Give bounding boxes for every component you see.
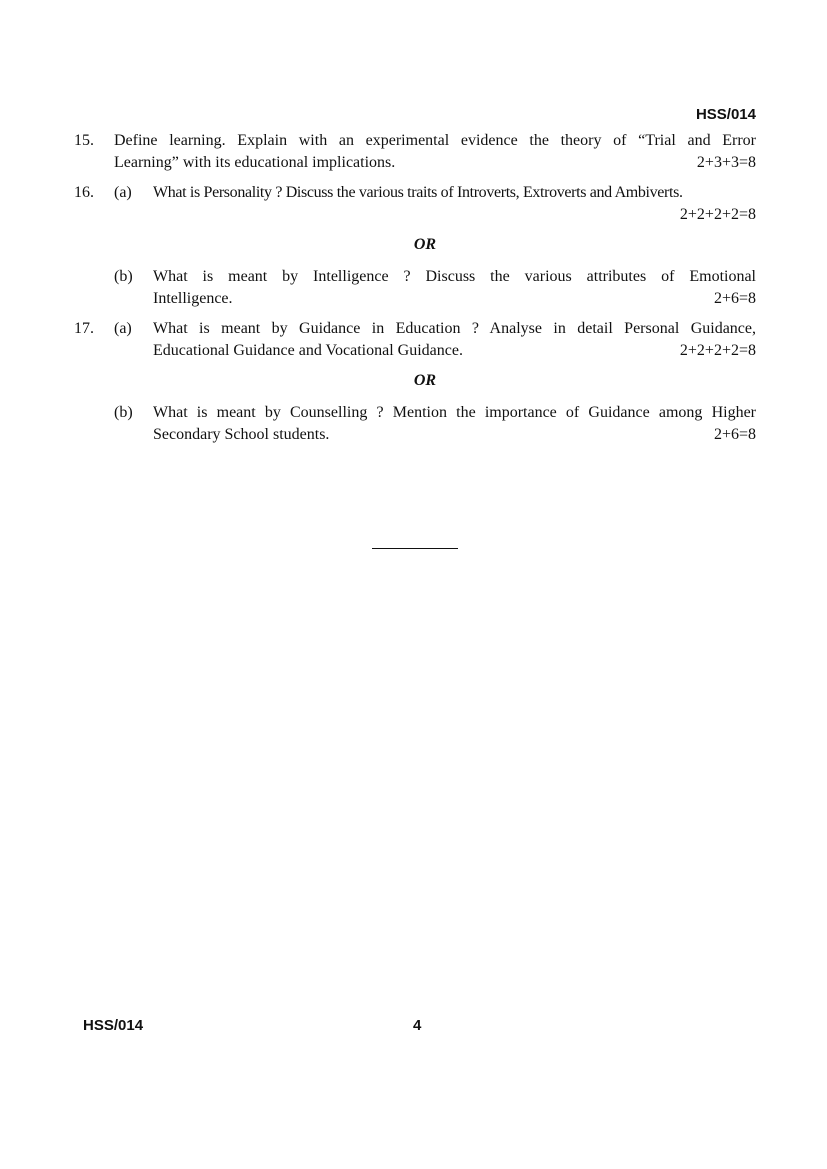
- question-text-line: Define learning. Explain with an experimental evidence the theory of “Trial and Error: [114, 132, 756, 149]
- or-separator: OR: [413, 372, 437, 389]
- question-16b: [74, 266, 756, 310]
- end-of-paper-rule: [372, 548, 458, 549]
- question-text-line: Learning” with its educational implications.: [114, 154, 396, 171]
- paper-code-footer: HSS/014: [83, 1017, 144, 1034]
- question-17b: [74, 402, 756, 446]
- question-text-line: Secondary School students.: [153, 426, 330, 443]
- subquestion-label: (b): [114, 404, 133, 421]
- question-text-line: What is Personality ? Discuss the various traits of Introverts, Extroverts and Ambiverts.: [153, 184, 683, 201]
- page-number: 4: [413, 1017, 422, 1034]
- subquestion-label: (a): [114, 320, 132, 337]
- marks: 2+2+2+2=8: [679, 206, 756, 223]
- or-separator: OR: [413, 236, 437, 253]
- question-15: [74, 130, 756, 174]
- paper-code-header: HSS/014: [695, 106, 756, 123]
- question-text-line: What is meant by Counselling ? Mention the importance of Guidance among Higher: [153, 404, 756, 421]
- question-17: [74, 318, 756, 446]
- question-list: [74, 130, 756, 454]
- marks: 2+3+3=8: [696, 154, 756, 171]
- question-17a: [74, 318, 756, 362]
- subquestion-label: (b): [114, 268, 133, 285]
- marks: 2+6=8: [713, 426, 756, 443]
- question-16a: [74, 182, 756, 226]
- question-text-line: Intelligence.: [153, 290, 233, 307]
- marks: 2+6=8: [713, 290, 756, 307]
- question-text-line: Educational Guidance and Vocational Guidance.: [153, 342, 463, 359]
- question-text-line: What is meant by Guidance in Education ? Analyse in detail Personal Guidance,: [153, 320, 756, 337]
- question-16: [74, 182, 756, 310]
- subquestion-label: (a): [114, 184, 132, 201]
- question-number: 15.: [74, 132, 94, 149]
- marks: 2+2+2+2=8: [679, 342, 756, 359]
- question-number: 16.: [74, 184, 94, 201]
- question-number: 17.: [74, 320, 94, 337]
- question-text-line: What is meant by Intelligence ? Discuss the various attributes of Emotional: [153, 268, 756, 285]
